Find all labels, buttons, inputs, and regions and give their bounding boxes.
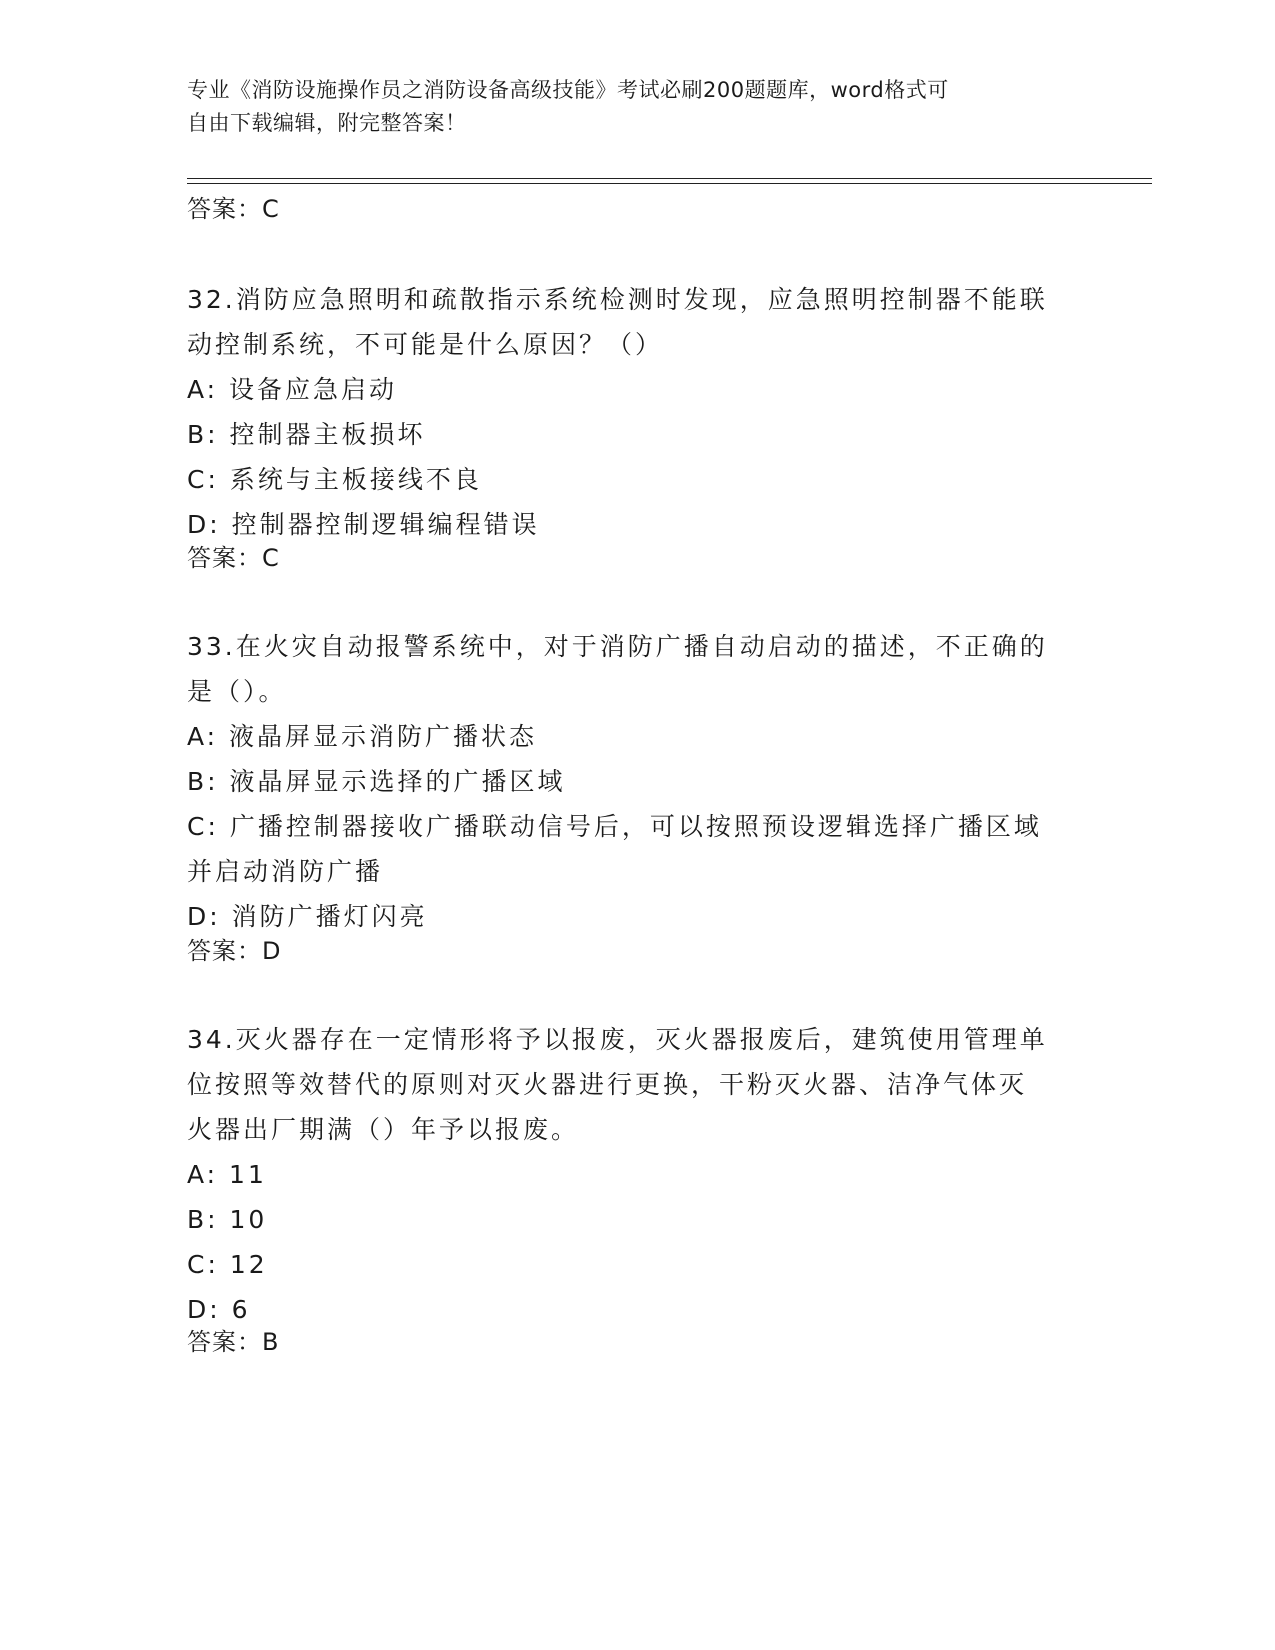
- option-a: A: 11: [187, 1160, 267, 1189]
- option-c-continued: 并启动消防广播: [187, 857, 384, 886]
- header-line-1: 专业《消防设施操作员之消防设备高级技能》考试必刷200题题库，word格式可: [187, 78, 949, 102]
- header-divider-top: [187, 178, 1152, 179]
- question-text: 动控制系统，不可能是什么原因？（）: [187, 330, 664, 359]
- option-d: D: 控制器控制逻辑编程错误: [187, 510, 540, 539]
- answer-line: 答案：C: [187, 544, 280, 572]
- option-c: C: 广播控制器接收广播联动信号后，可以按照预设逻辑选择广播区域: [187, 812, 1042, 841]
- question-33: [187, 624, 1087, 939]
- option-c: C: 系统与主板接线不良: [187, 465, 482, 494]
- option-d: D: 6: [187, 1295, 251, 1324]
- option-b: B: 控制器主板损坏: [187, 420, 426, 449]
- answer-line: 答案：B: [187, 1328, 280, 1356]
- question-text: 火器出厂期满（）年予以报废。: [187, 1115, 580, 1144]
- header-divider-bottom: [187, 183, 1152, 184]
- question-32: [187, 277, 1087, 547]
- question-text: 位按照等效替代的原则对灭火器进行更换，干粉灭火器、洁净气体灭: [187, 1070, 1028, 1099]
- document-header: [187, 74, 1067, 140]
- option-b: B: 10: [187, 1205, 268, 1234]
- question-text: 32.消防应急照明和疏散指示系统检测时发现，应急照明控制器不能联: [187, 285, 1048, 314]
- option-a: A: 液晶屏显示消防广播状态: [187, 722, 538, 751]
- question-text: 33.在火灾自动报警系统中，对于消防广播自动启动的描述，不正确的: [187, 632, 1048, 661]
- question-text: 34.灭火器存在一定情形将予以报废，灭火器报废后，建筑使用管理单: [187, 1025, 1048, 1054]
- question-text: 是（）。: [187, 677, 287, 706]
- option-a: A: 设备应急启动: [187, 375, 398, 404]
- header-line-2: 自由下载编辑，附完整答案！: [187, 111, 467, 135]
- option-d: D: 消防广播灯闪亮: [187, 902, 428, 931]
- option-b: B: 液晶屏显示选择的广播区域: [187, 767, 566, 796]
- question-34: [187, 1017, 1087, 1332]
- answer-line: 答案：C: [187, 195, 280, 223]
- option-c: C: 12: [187, 1250, 268, 1279]
- answer-line: 答案：D: [187, 937, 282, 965]
